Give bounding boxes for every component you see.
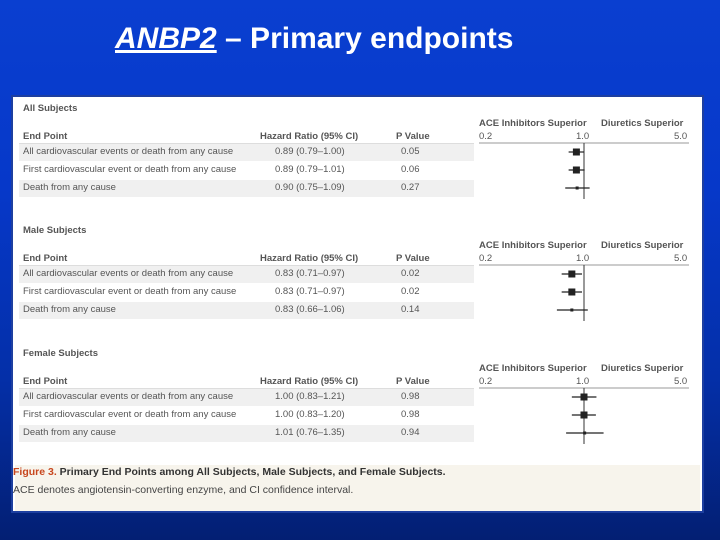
- endpoint-label: All cardiovascular events or death from any cause: [23, 391, 234, 402]
- section-title: Male Subjects: [23, 225, 87, 236]
- endpoint-label: Death from any cause: [23, 182, 116, 193]
- axis-tick-label: 0.2: [479, 376, 493, 387]
- col-header-p-value: P Value: [396, 253, 430, 264]
- endpoint-label: First cardiovascular event or death from any cause: [23, 164, 237, 175]
- endpoint-label: First cardiovascular event or death from any cause: [23, 286, 237, 297]
- slide-title-text: – Primary endpoints: [216, 22, 514, 55]
- ace-superior-label: ACE Inhibitors Superior: [479, 363, 587, 374]
- hazard-ratio-value: 1.00 (0.83–1.21): [275, 391, 345, 402]
- col-header-endpoint: End Point: [23, 131, 68, 142]
- section-title: All Subjects: [23, 103, 78, 114]
- figure-note: ACE denotes angiotensin-converting enzyme, and CI confidence interval.: [13, 484, 354, 496]
- col-header-hazard-ratio: Hazard Ratio (95% CI): [260, 253, 359, 264]
- endpoint-label: Death from any cause: [23, 427, 116, 438]
- p-value: 0.05: [401, 146, 420, 157]
- col-header-endpoint: End Point: [23, 376, 68, 387]
- diuretics-superior-label: Diuretics Superior: [601, 363, 684, 374]
- endpoint-label: All cardiovascular events or death from any cause: [23, 146, 234, 157]
- p-value: 0.27: [401, 182, 420, 193]
- col-header-p-value: P Value: [396, 376, 430, 387]
- ace-superior-label: ACE Inhibitors Superior: [479, 118, 587, 129]
- col-header-hazard-ratio: Hazard Ratio (95% CI): [260, 376, 359, 387]
- hazard-ratio-point: [576, 187, 579, 190]
- diuretics-superior-label: Diuretics Superior: [601, 240, 684, 251]
- hazard-ratio-point: [570, 309, 573, 312]
- hazard-ratio-point: [573, 167, 580, 174]
- hazard-ratio-value: 0.89 (0.79–1.01): [275, 164, 345, 175]
- hazard-ratio-value: 0.83 (0.71–0.97): [275, 268, 345, 279]
- hazard-ratio-value: 1.00 (0.83–1.20): [275, 409, 345, 420]
- hazard-ratio-value: 1.01 (0.76–1.35): [275, 427, 345, 438]
- p-value: 0.14: [401, 304, 420, 315]
- hazard-ratio-value: 0.89 (0.79–1.00): [275, 146, 345, 157]
- axis-tick-label: 1.0: [576, 253, 590, 264]
- hazard-ratio-value: 0.83 (0.66–1.06): [275, 304, 345, 315]
- p-value: 0.98: [401, 409, 420, 420]
- endpoint-label: Death from any cause: [23, 304, 116, 315]
- axis-tick-label: 1.0: [576, 131, 590, 142]
- endpoint-label: All cardiovascular events or death from any cause: [23, 268, 234, 279]
- endpoint-label: First cardiovascular event or death from any cause: [23, 409, 237, 420]
- col-header-hazard-ratio: Hazard Ratio (95% CI): [260, 131, 359, 142]
- axis-tick-label: 1.0: [576, 376, 590, 387]
- p-value: 0.02: [401, 268, 420, 279]
- hazard-ratio-point: [568, 289, 575, 296]
- axis-tick-label: 5.0: [674, 253, 688, 264]
- hazard-ratio-point: [573, 149, 580, 156]
- section-title: Female Subjects: [23, 348, 98, 359]
- p-value: 0.98: [401, 391, 420, 402]
- axis-tick-label: 0.2: [479, 253, 493, 264]
- diuretics-superior-label: Diuretics Superior: [601, 118, 684, 129]
- ace-superior-label: ACE Inhibitors Superior: [479, 240, 587, 251]
- forest-plot-figure: [11, 95, 704, 513]
- axis-tick-label: 0.2: [479, 131, 493, 142]
- hazard-ratio-value: 0.83 (0.71–0.97): [275, 286, 345, 297]
- axis-tick-label: 5.0: [674, 131, 688, 142]
- col-header-endpoint: End Point: [23, 253, 68, 264]
- figure-caption: [13, 466, 446, 478]
- p-value: 0.02: [401, 286, 420, 297]
- axis-tick-label: 5.0: [674, 376, 688, 387]
- hazard-ratio-value: 0.90 (0.75–1.09): [275, 182, 345, 193]
- hazard-ratio-point: [583, 432, 586, 435]
- hazard-ratio-point: [568, 271, 575, 278]
- hazard-ratio-point: [581, 394, 588, 401]
- p-value: 0.94: [401, 427, 420, 438]
- hazard-ratio-point: [581, 412, 588, 419]
- p-value: 0.06: [401, 164, 420, 175]
- slide-title-acronym: ANBP2: [115, 22, 217, 55]
- figure-title: Primary End Points among All Subjects, Male Subjects, and Female Subjects.: [56, 466, 446, 478]
- col-header-p-value: P Value: [396, 131, 430, 142]
- figure-number: Figure 3.: [13, 466, 57, 478]
